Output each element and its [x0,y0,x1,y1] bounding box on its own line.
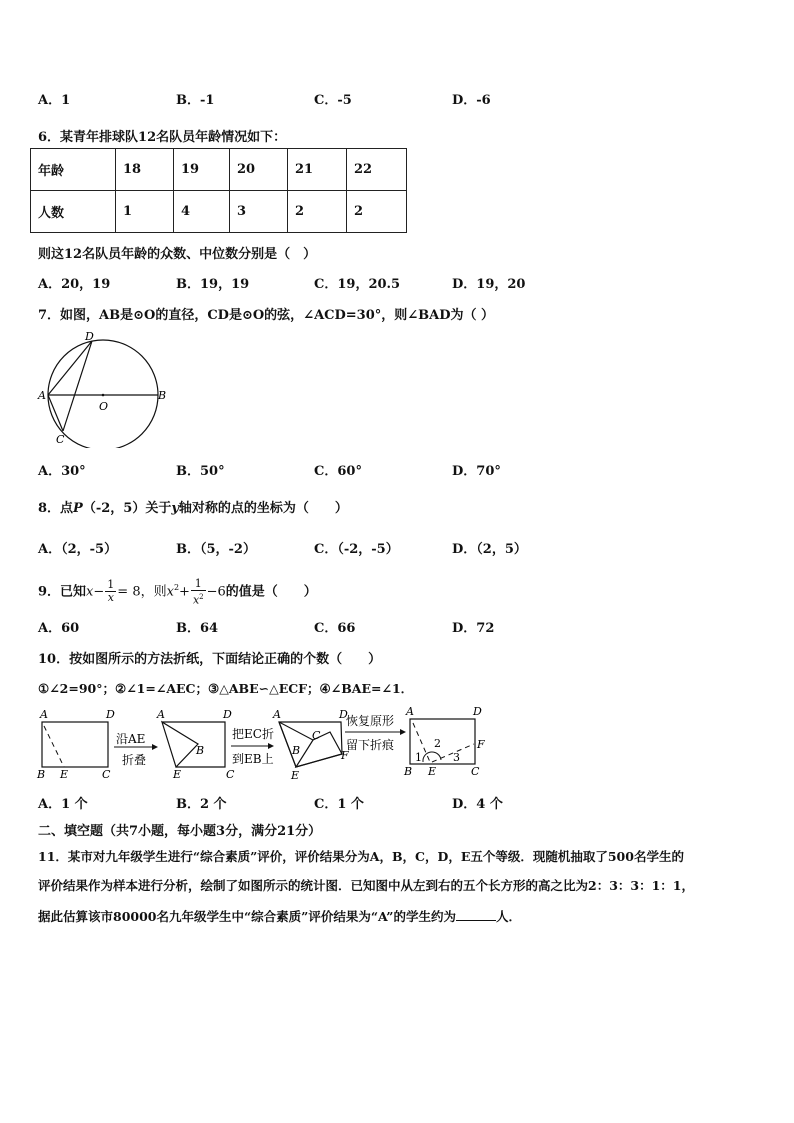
p2-label-d: D [223,708,232,721]
q9-option-c: C．66 [314,621,356,636]
q11-line-3-text: 据此估算该市80000名九年级学生中“综合素质”评价结果为“A”的学生约为 [38,909,456,924]
q11-line-2: 评价结果作为样本进行分析，绘制了如图所示的统计图．已知图中从左到右的五个长方形的高之比为2：3：3：1：1， [38,878,694,893]
section-2-title: 二、填空题（共7小题，每小题3分，满分21分） [38,824,322,839]
p4-label-d: D [473,705,482,718]
table-cell: 2 [347,191,407,233]
angle-3-label: 3 [453,751,460,764]
row-header-count: 人数 [31,191,116,233]
q9-x2: x [166,584,174,600]
q9-fraction-1 [105,579,116,604]
folded-triangle [162,722,198,767]
step1-label: 沿AE [116,732,146,746]
q6-stem: 6．某青年排球队12名队员年龄情况如下： [38,130,287,145]
p3-label-a: A [273,708,281,721]
q9-option-a: A．60 [38,621,80,636]
step2b-label: 到EB上 [232,752,274,766]
q6-option-d: D．19，20 [452,277,526,292]
q5-option-a: A．1 [38,93,71,108]
q6-question: 则这12名队员年龄的众数、中位数分别是（ ） [38,247,317,262]
q9-fraction-2 [191,578,206,607]
chord-ac [48,395,63,431]
q9-tail: −6 [206,584,226,600]
q10-option-a: A．1 个 [38,797,88,812]
q6-option-a: A．20，19 [38,277,111,292]
q8-option-c: C．（-2，-5） [314,542,399,557]
q8-axis: y [171,501,179,516]
table-cell: 21 [288,149,347,191]
q9-option-b: B．64 [176,621,219,636]
p2-label-b: B [196,744,205,757]
q5-option-d: D．-6 [452,93,491,108]
q6-option-b: B．19，19 [176,277,250,292]
p1-label-b: B [37,768,46,781]
p3-label-f: F [341,749,349,762]
q6-age-table [30,148,407,233]
q10-conclusions: ①∠2=90°；②∠1=∠AEC；③△ABE∽△ECF；④∠BAE=∠1． [38,681,414,696]
step3b-label: 留下折痕 [346,738,395,752]
q8-option-a: A．（2，-5） [38,542,118,557]
table-cell: 2 [288,191,347,233]
label-c: C [56,433,65,446]
q9-prefix: 9．已知 [38,584,87,600]
p3-label-d: D [339,708,348,721]
q9-frac2-den [191,591,206,607]
q8-suffix: 轴对称的点的坐标为（ ） [178,501,348,516]
q7-option-a: A．30° [38,464,86,479]
answer-blank[interactable] [456,908,496,921]
arrow-2-head [268,743,274,749]
step3-label: 恢复原形 [346,714,395,728]
p3-label-c: C [312,729,321,742]
q10-folding-figure [30,704,500,784]
p4-label-c: C [471,765,480,778]
q8-option-d: D．（2，5） [452,542,527,557]
p3-label-b: B [292,744,301,757]
table-cell: 18 [116,149,174,191]
q9-option-d: D．72 [452,621,495,636]
q9-frac1-den: x [107,591,114,605]
q9-square: 2 [173,583,180,592]
q5-option-c: C．-5 [314,93,352,108]
paper-rect-2 [162,722,225,767]
q10-option-b: B．2 个 [176,797,227,812]
p4-label-f: F [477,738,485,751]
q7-option-d: D．70° [452,464,501,479]
q10-option-d: D．4 个 [452,797,503,812]
p4-label-e: E [428,765,437,778]
q9-frac2-num: 1 [191,578,206,591]
center-point [102,394,105,397]
q11-line-1: 11．某市对九年级学生进行“综合素质”评价，评价结果分为A，B，C，D，E五个等级．现随机抽取了500名学生的 [38,849,684,864]
p3-label-e: E [291,769,300,782]
q6-option-c: C．19，20.5 [314,277,401,292]
q7-stem: 7．如图，AB是⊙O的直径，CD是⊙O的弦，∠ACD=30°，则∠BAD为（ ） [38,308,495,323]
table-cell: 4 [174,191,230,233]
table-row [31,191,407,233]
q8-point: P [73,501,83,516]
q8-prefix: 8．点 [38,501,74,516]
q9-stem [38,568,317,612]
q9-eq: = 8，则 [117,584,167,600]
fold-line-ae [44,726,64,767]
q9-plus: + [179,584,190,600]
arrow-3-head [400,729,406,735]
step1b-label: 折叠 [122,753,147,767]
table-cell: 20 [230,149,288,191]
q8-coords: （-2，5） [82,501,146,516]
arrow-1-head [152,744,158,750]
fold-edge-3 [279,722,313,740]
angle-2-label: 2 [434,737,441,750]
table-cell: 3 [230,191,288,233]
q10-stem: 10．按如图所示的方法折纸，下面结论正确的个数（ ） [38,652,382,667]
q7-circle-figure [30,328,170,448]
table-cell: 19 [174,149,230,191]
q8-stem [38,497,348,516]
q5-option-b: B．-1 [176,93,215,108]
angle-1-label: 1 [415,751,422,764]
p1-label-c: C [102,768,111,781]
label-d: D [85,330,94,343]
step2-label: 把EC折 [232,727,274,741]
p4-label-a: A [406,705,414,718]
q8-option-b: B．（5，-2） [176,542,256,557]
paper-rect-1 [42,722,108,767]
p4-label-b: B [404,765,413,778]
p1-label-d: D [106,708,115,721]
row-header-age: 年龄 [31,149,116,191]
angle-arcs [423,752,441,762]
table-cell: 22 [347,149,407,191]
q9-frac2-den-x: x [192,593,200,607]
label-a: A [38,389,46,402]
q9-minus: − [93,584,105,600]
q10-option-c: C．1 个 [314,797,364,812]
q11-line-3-end: 人． [495,909,521,924]
q9-suffix: 的值是（ ） [225,584,317,600]
p1-label-a: A [40,708,48,721]
label-o: O [99,400,109,413]
q9-frac1-num: 1 [107,578,115,592]
table-cell: 1 [116,191,174,233]
q9-frac2-den-sq: 2 [199,592,204,601]
q7-option-b: B．50° [176,464,225,479]
table-row [31,149,407,191]
p1-label-e: E [60,768,69,781]
q7-option-c: C．60° [314,464,362,479]
p2-label-c: C [226,768,235,781]
p2-label-e: E [173,768,182,781]
q11-line-3 [38,907,521,925]
q8-middle: 关于 [145,501,172,516]
q9-x: x [86,584,94,600]
label-b: B [158,389,167,402]
p2-label-a: A [157,708,165,721]
chord-cd [63,341,92,431]
